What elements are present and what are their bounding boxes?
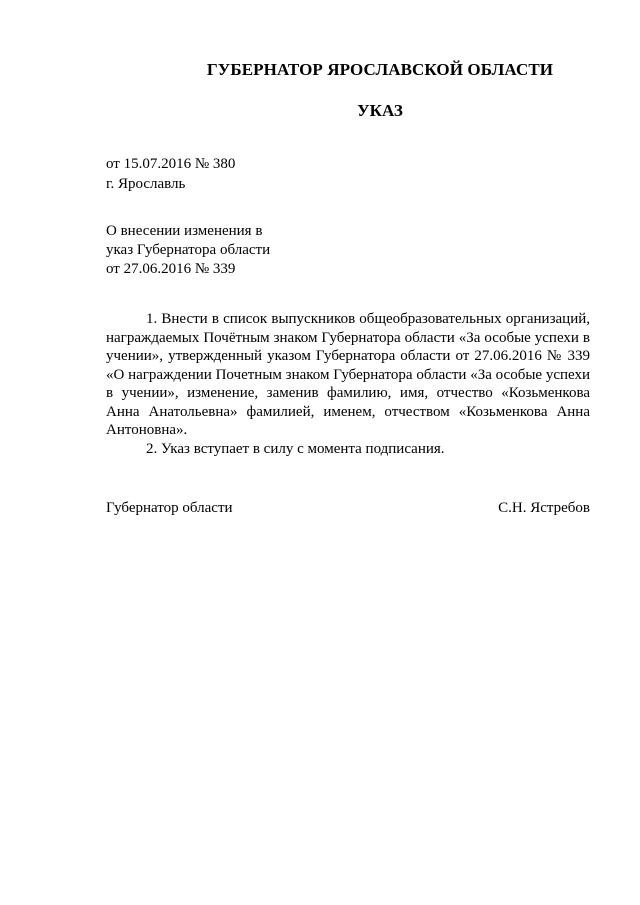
body-paragraph-2: 2. Указ вступает в силу с момента подписания.: [146, 440, 445, 457]
signatory-name: С.Н. Ястребов: [498, 500, 590, 516]
document-meta: [106, 154, 235, 194]
document-date-number: от 15.07.2016 № 380: [106, 156, 236, 172]
document-type: УКАЗ: [357, 101, 403, 120]
issuing-authority: ГУБЕРНАТОР ЯРОСЛАВСКОЙ ОБЛАСТИ: [206, 60, 554, 79]
subject-line: указ Губернатора области: [106, 242, 271, 258]
document-subject: [106, 222, 270, 279]
subject-line: от 27.06.2016 № 339: [106, 261, 236, 277]
document-body: [106, 310, 590, 458]
document-place: г. Ярославль: [106, 176, 186, 192]
subject-line: О внесении изменения в: [106, 223, 263, 239]
signature-block: [106, 500, 590, 517]
signatory-position: Губернатор области: [106, 500, 233, 516]
body-paragraph-1: 1. Внести в список выпускников общеобразовательных организаций, награждаемых Почётным знаком Губернатора области «За особые успехи в учении», утвержденный указом Губернатора области от 27.06.2016 № 339 «О награждении Почетным знаком Губернатора области «За особые успехи в учении», изменение, заменив фамилию, имя, отчество «Козьменкова Анна Анатольевна» фамилией, именем, отчеством «Козьменкова Анна Антоновна».: [106, 311, 590, 438]
